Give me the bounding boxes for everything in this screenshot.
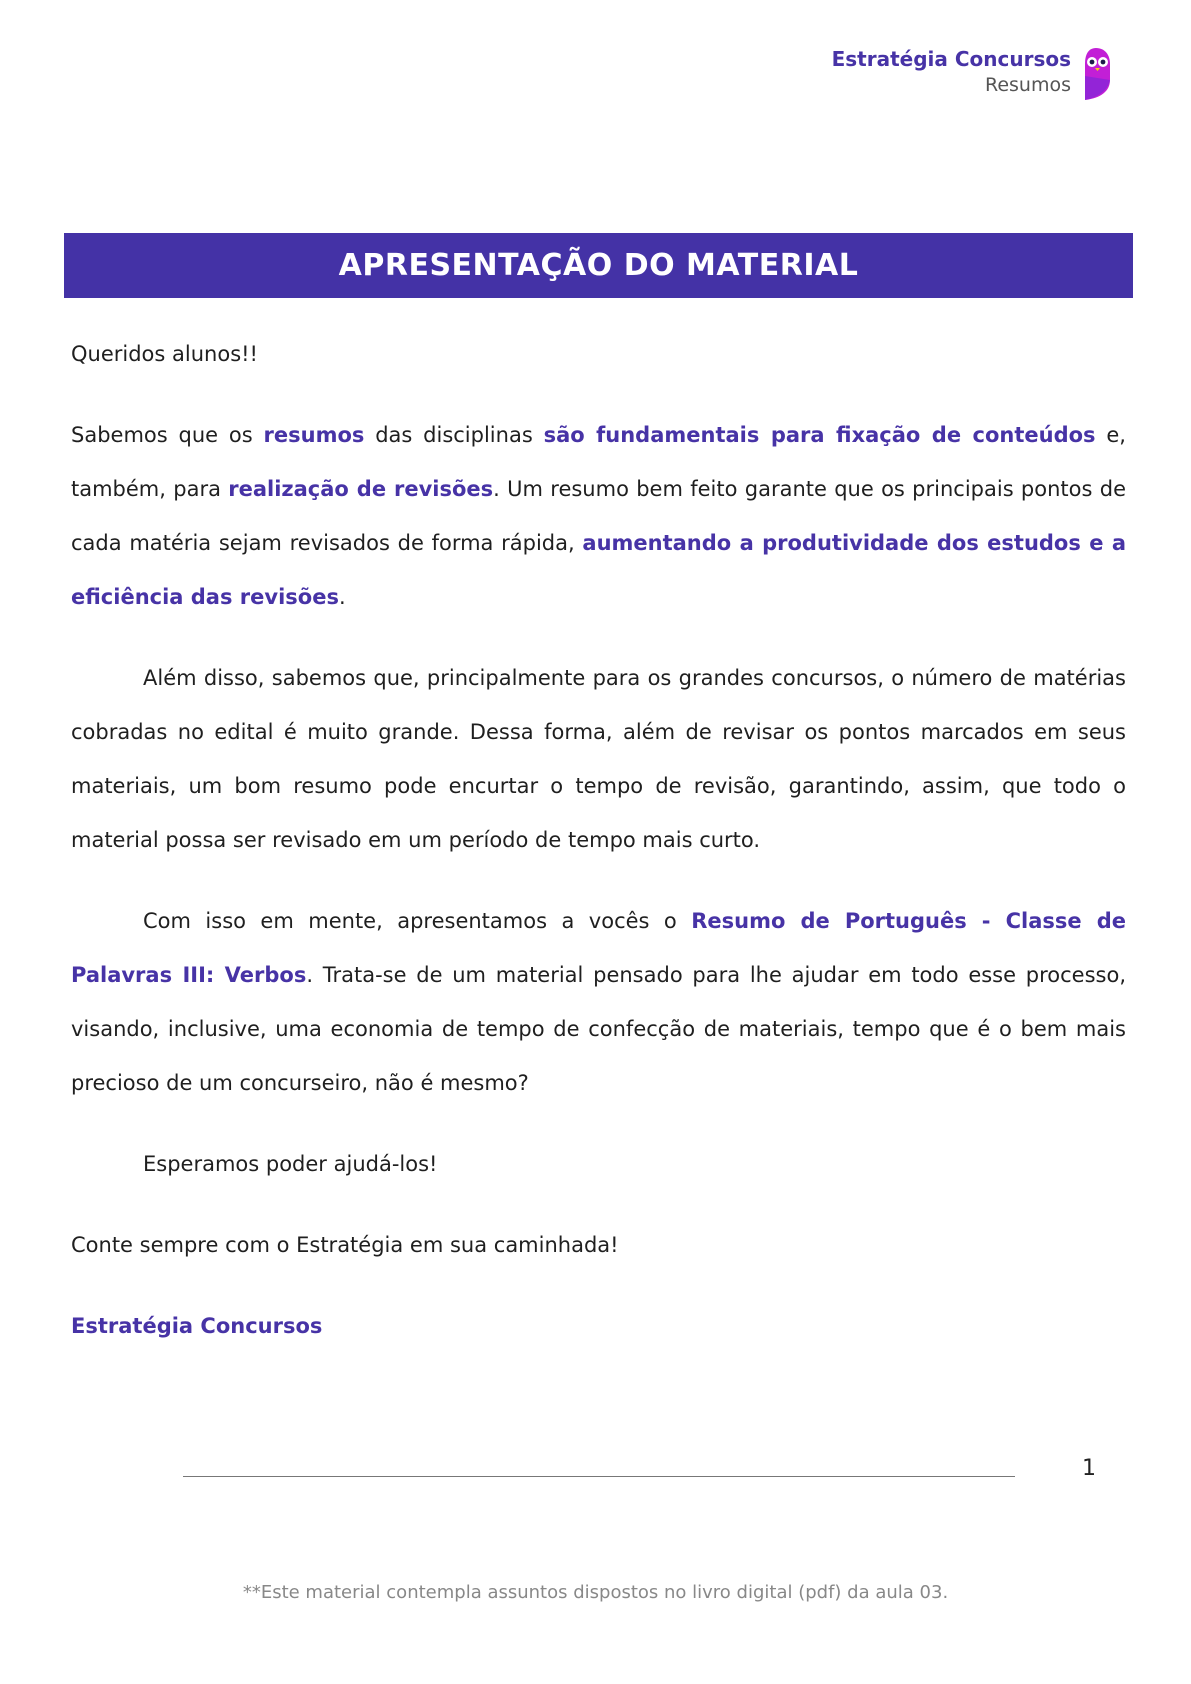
paragraph-2: Além disso, sabemos que, principalmente para os grandes concursos, o número de matérias cobradas no edital é muito grande. Dessa forma, além de revisar os pontos marcados em seus materiais, um bom resumo pode encurtar o tempo de revisão, garantindo, assim, que todo o material possa ser revisado em um período de tempo mais curto. [71,666,1126,852]
main-content [71,327,1126,1380]
p1-text-1: Sabemos que os [71,423,264,447]
p1-highlight-fundamentais: são fundamentais para fixação de conteúdos [543,423,1096,447]
page-number: 1 [1082,1456,1096,1481]
p1-highlight-produtividade: aumentando a produtividade dos estudos e a eficiência das revisões [71,531,1126,609]
footnote: **Este material contempla assuntos dispostos no livro digital (pdf) da aula 03. [242,1582,949,1603]
logo-text [832,46,1071,98]
paragraph-1 [71,408,1126,624]
logo-brand: Estratégia Concursos [831,47,1071,71]
paragraph-3 [71,894,1126,1110]
owl-icon [1081,46,1111,102]
p3-text-2: . Trata-se de um material pensado para lhe ajudar em todo esse processo, visando, inclusive, uma economia de tempo de confecção de materiais, tempo que é o bem mais precioso de um concurseiro, não é mesmo? [71,963,1126,1095]
header-logo [832,46,1111,102]
p1-highlight-resumos: resumos [263,423,365,447]
paragraph-4: Esperamos poder ajudá-los! [143,1152,438,1176]
footer-divider [183,1476,1015,1477]
signature: Estratégia Concursos [71,1314,323,1338]
greeting: Queridos alunos!! [71,342,258,366]
p1-text-3: e, também, para [71,423,1126,501]
p3-text-1: Com isso em mente, apresentamos a vocês o [143,909,692,933]
p1-highlight-revisoes: realização de revisões [228,477,494,501]
paragraph-5: Conte sempre com o Estratégia em sua caminhada! [71,1233,619,1257]
p1-text-5: . [338,585,346,609]
p1-text-4: . Um resumo bem feito garante que os principais pontos de cada matéria sejam revisados de forma rápida, [71,477,1126,555]
page-title: APRESENTAÇÃO DO MATERIAL [338,248,859,283]
p3-highlight-resumo-title: Resumo de Português - Classe de Palavras III: Verbos [71,909,1126,987]
title-bar [64,233,1133,298]
logo-subtitle: Resumos [984,74,1071,96]
p1-text-2: das disciplinas [364,423,544,447]
